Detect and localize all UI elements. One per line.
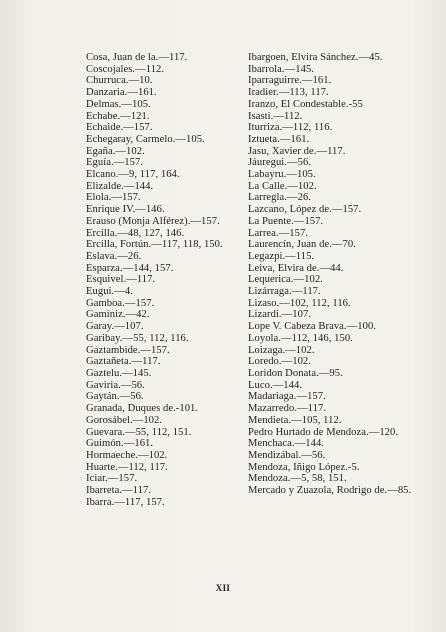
index-entry: Gaztambide.—157. (86, 344, 170, 356)
index-entry: Ibarrola.—145. (248, 63, 315, 75)
index-entry: Esparza.—144, 157. (86, 262, 174, 274)
index-entry: Loredo.—102. (248, 356, 311, 368)
index-entry: Gaytán.—56. (86, 391, 144, 403)
index-column-left (86, 52, 238, 508)
index-entry: Hormaeche.—102. (86, 449, 168, 461)
index-entry: Mercado y Zuazola, Rodrigo de.—85. (248, 485, 412, 497)
index-entry: Elizalde.—144. (86, 180, 154, 192)
index-entry: Iciar.—157. (86, 473, 138, 485)
index-entry: Gamboa.—157. (86, 297, 155, 309)
index-entry: Delmas.—105. (86, 98, 151, 110)
index-entry: Gamíniz.—42. (86, 309, 150, 321)
index-entry: Echegaray, Carmelo.—105. (86, 133, 205, 145)
index-entry: Mendieta.—105, 112. (248, 414, 342, 426)
index-entry: Ercilla, Fortún.—117, 118, 150. (86, 239, 223, 251)
index-entry: Garibay.—55, 112, 116. (86, 332, 189, 344)
index-entry: Iradier.—113, 117. (248, 87, 329, 99)
index-entry: Egaña.—102. (86, 145, 145, 157)
index-entry: Lequerica.—102. (248, 274, 323, 286)
index-entry: Menchaca.—144. (248, 438, 325, 450)
index-entry: Madariaga.—157. (248, 391, 326, 403)
index-entry: Gaztañeta.—117. (86, 356, 161, 368)
index-entry: Leiva, Elvira de.—44. (248, 262, 344, 274)
index-entry: Granada, Duques de.-101. (86, 403, 199, 415)
index-entry: Lizardi.—107. (248, 309, 312, 321)
index-entry: Elola.—157. (86, 192, 141, 204)
index-entry: Iparraguirre.—161. (248, 75, 332, 87)
index-entry: Lizárraga.—117. (248, 286, 321, 298)
index-entry: Guimón.—161. (86, 438, 154, 450)
index-entry: Elcano.—9, 117, 164. (86, 169, 180, 181)
index-entry: Jáuregui.—56. (248, 157, 312, 169)
index-entry: Huarte.—112, 117. (86, 461, 168, 473)
index-entry: Lope V. Cabeza Brava.—100. (248, 321, 376, 333)
index-entry: Garay.—107. (86, 321, 144, 333)
index-entry: La Calle.—102. (248, 180, 317, 192)
index-entry: Gorosábel.—102. (86, 414, 163, 426)
index-entry: Echabe.—121. (86, 110, 150, 122)
index-entry: Ibarra.—117, 157. (86, 496, 165, 508)
index-entry: Labayru.—105. (248, 169, 316, 181)
index-entry: Mendoza.—5, 58, 151. (248, 473, 347, 485)
page-number: XII (215, 583, 231, 593)
index-entry: Laurencín, Juan de.—70. (248, 239, 356, 251)
index-entry: Pedro Hurtado de Mendoza.—120. (248, 426, 399, 438)
index-entry: Jasu, Xavier de.—117. (248, 145, 346, 157)
index-entry: Gaztelu.—145. (86, 367, 152, 379)
index-entry: Mendizábal.—56. (248, 449, 326, 461)
index-entry: Larregla.—26. (248, 192, 312, 204)
index-entry: Loizaga.—102. (248, 344, 315, 356)
index-entry: Mendoza, Iñigo López.-5. (248, 461, 360, 473)
index-entry: Eguía.—157. (86, 157, 144, 169)
index-entry: Echaide.—157. (86, 122, 153, 134)
index-entry: Cosa, Juan de la.—117. (86, 52, 188, 63)
index-entry: Loridon Donata.—95. (248, 367, 343, 379)
index-entry: Larrea.—157. (248, 227, 309, 239)
index-entry: Danzaria.—161. (86, 87, 157, 99)
index-entry: Lizaso.—102, 112, 116. (248, 297, 351, 309)
index-entry: Iranzo, El Condestable.-55 (248, 98, 363, 110)
index-entry: Luco.—144. (248, 379, 303, 391)
index-entry: Esquivel.—117. (86, 274, 156, 286)
index-entry: La Puente.—157. (248, 215, 324, 227)
index-entry: Erauso (Monja Alférez).—157. (86, 215, 220, 227)
index-entry: Eslava.—26. (86, 250, 142, 262)
index-column-right (248, 52, 416, 497)
index-entry: Lazcano, López de.—157. (248, 204, 362, 216)
index-entry: Legazpi.—115. (248, 250, 315, 262)
index-entry: Guevara.—55, 112, 151. (86, 426, 192, 438)
index-entry: Ercilla.—48, 127, 146. (86, 227, 185, 239)
index-entry: Churruca.—10. (86, 75, 153, 87)
index-entry: Enrique IV.—146. (86, 204, 165, 216)
index-entry: Iturriza.—112, 116. (248, 122, 333, 134)
index-entry: Coscojales.—112. (86, 63, 165, 75)
index-entry: Isasti.—112. (248, 110, 303, 122)
index-entry: Iztueta.—161. (248, 133, 310, 145)
index-entry: Ibarreta.—117. (86, 485, 152, 497)
index-entry: Loyola.—112, 146, 150. (248, 332, 353, 344)
index-entry: Gaviria.—56. (86, 379, 145, 391)
index-entry: Ibargoen, Elvira Sánchez.—45. (248, 52, 383, 63)
index-entry: Eugui.—4. (86, 286, 133, 298)
index-entry: Mazarredo.—117. (248, 403, 327, 415)
